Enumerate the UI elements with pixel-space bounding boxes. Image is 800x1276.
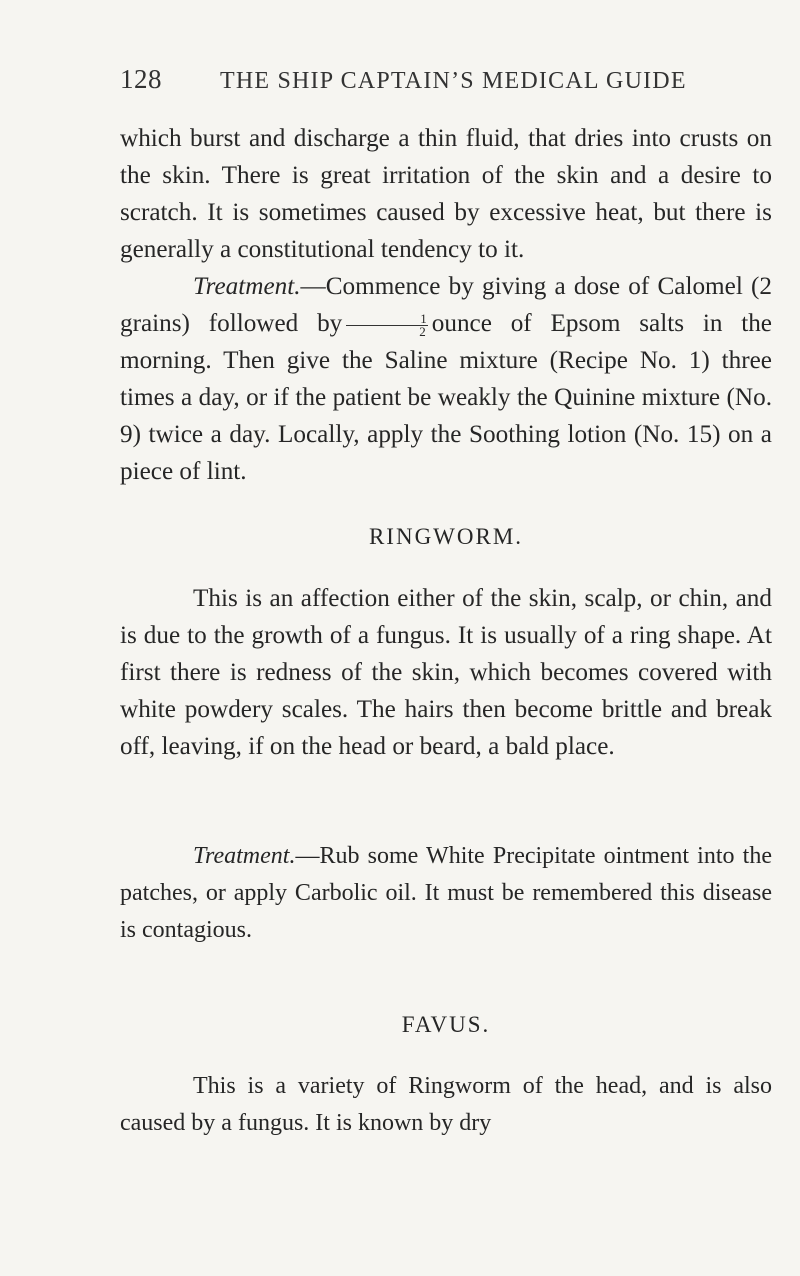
- treatment-label-1: Treatment.: [193, 273, 301, 300]
- section-heading-ringworm: RINGWORM.: [368, 524, 524, 549]
- paragraph-continued-description: which burst and discharge a thin fluid, that dries into crusts on the skin. There is great irritation of the skin and a desire to scratch. It is sometimes caused by excessive heat, but there is generally a constitutional tendency to it.: [120, 125, 772, 263]
- treatment-label-2: Treatment.: [193, 843, 296, 869]
- section-heading-favus: FAVUS.: [401, 1012, 491, 1037]
- paragraph-treatment-2: [120, 838, 772, 949]
- fraction-half: [346, 310, 428, 339]
- fraction-denominator: 2: [419, 323, 426, 339]
- page-number: 128: [120, 64, 162, 94]
- fraction-numerator: 1: [346, 313, 428, 326]
- running-head-title: THE SHIP CAPTAIN’S MEDICAL GUIDE: [220, 68, 687, 94]
- treatment-1-text-b: ounce of Epsom salts in the morning. Then give the Saline mixture (Recipe No. 1) three times a day, or if the patient be weakly the Quinine mixture (No. 9) twice a day. Locally, apply the Soothing lotion (No. 15) on a piece of lint.: [120, 310, 772, 485]
- paragraph-ringworm-description: This is an affection either of the skin, scalp, or chin, and is due to the growth of a fungus. It is usually of a ring shape. At first there is redness of the skin, which becomes covered with white powdery scales. The hairs then become brittle and break off, leaving, if on the head or beard, a bald place.: [120, 585, 772, 760]
- paragraph-favus-description: This is a variety of Ringworm of the head, and is also caused by a fungus. It is known by dry: [120, 1073, 772, 1136]
- paragraph-treatment-1: [120, 268, 772, 490]
- running-head: [120, 64, 800, 95]
- treatment-1-text-a: —Commence by giving a dose of Calomel (2 grains) followed by: [120, 273, 772, 337]
- treatment-2-text: —Rub some White Precipitate ointment into the patches, or apply Carbolic oil. It must be remembered this disease is contagious.: [120, 843, 772, 943]
